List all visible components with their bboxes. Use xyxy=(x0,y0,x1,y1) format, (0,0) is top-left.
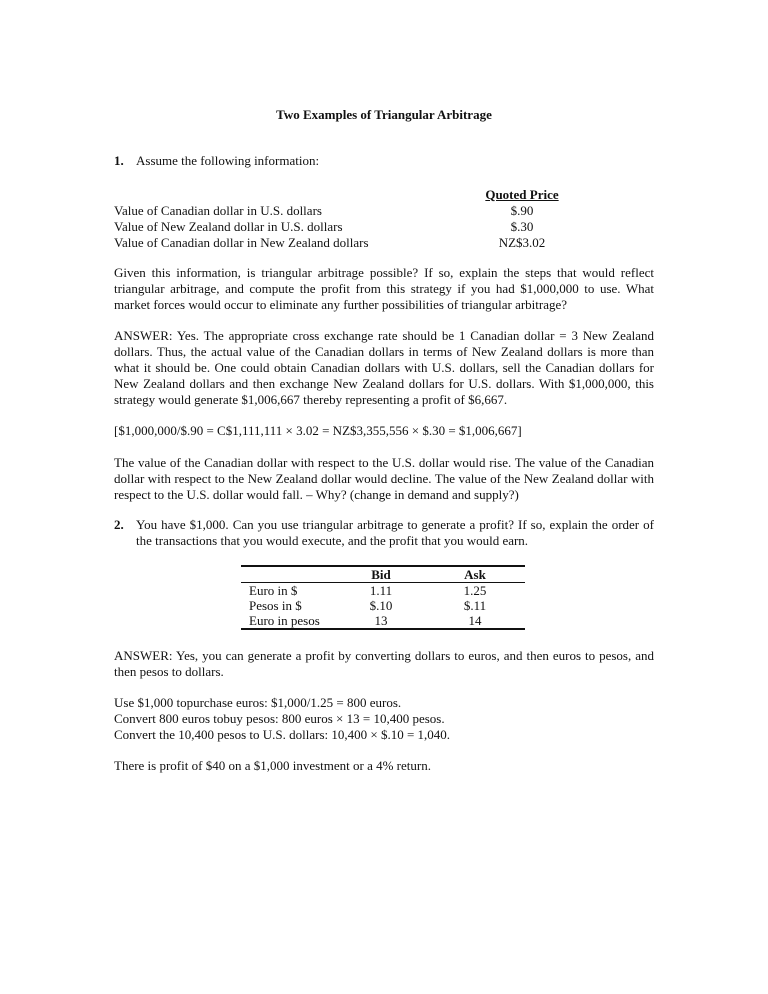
question-2-prompt: You have $1,000. Can you use triangular arbitrage to generate a profit? If so, explain the order of the transactions that you would execute, and the profit that you would earn. xyxy=(136,517,654,548)
rate-row-label: Value of Canadian dollar in New Zealand dollars xyxy=(114,235,369,250)
rate-row-label: Value of Canadian dollar in U.S. dollars xyxy=(114,203,322,218)
step-line: Use $1,000 topurchase euros: $1,000/1.25 = 800 euros. xyxy=(114,695,402,710)
question-2-answer: ANSWER: Yes, you can generate a profit by converting dollars to euros, and then euros to pesos, and then pesos to dollars. xyxy=(114,648,654,679)
rate-row-value: $.90 xyxy=(510,203,534,218)
question-1-text: Given this information, is triangular arbitrage possible? If so, explain the steps that would reflect triangular arbitrage, and compute the profit from this strategy if you had $1,000,000 to use. What market forces would occur to eliminate any further possibilities of triangular arbitrage? xyxy=(114,265,654,312)
table-header-cell: Bid xyxy=(337,566,425,583)
question-1-calculation: [$1,000,000/$.90 = C$1,111,111 × 3.02 = NZ$3,355,556 × $.30 = $1,006,667] xyxy=(114,423,522,438)
rate-row-label: Value of New Zealand dollar in U.S. dollars xyxy=(114,219,343,234)
quoted-price-header: Quoted Price xyxy=(485,187,559,202)
table-cell-bid: 1.11 xyxy=(369,583,393,598)
table-header-cell: Ask xyxy=(425,566,525,583)
question-1-answer: ANSWER: Yes. The appropriate cross exchange rate should be 1 Canadian dollar = 3 New Zealand dollars. Thus, the actual value of the Canadian dollars in terms of New Zealand dollars is more than what it should be. One could obtain Canadian dollars with U.S. dollars, sell the Canadian dollars for New Zealand dollars and then exchange New Zealand dollars for U.S. dollars. With $1,000,000, this strategy would generate $1,006,667 thereby representing a profit of $6,667. xyxy=(114,328,654,407)
table-cell-bid: $.10 xyxy=(369,598,393,613)
table-cell-label: Pesos in $ xyxy=(249,598,302,613)
table-cell-ask: 14 xyxy=(468,613,482,628)
table-cell-label: Euro in pesos xyxy=(249,613,320,628)
table-cell-ask: $.11 xyxy=(463,598,487,613)
step-line: Convert the 10,400 pesos to U.S. dollars: 10,400 × $.10 = 1,040. xyxy=(114,727,451,742)
question-2-number: 2. xyxy=(114,517,124,532)
bid-ask-table xyxy=(241,565,525,630)
question-1-prompt: Assume the following information: xyxy=(136,153,320,168)
document-title: Two Examples of Triangular Arbitrage xyxy=(276,107,492,122)
table-header-row xyxy=(241,566,525,583)
question-1-market-forces: The value of the Canadian dollar with respect to the U.S. dollar would rise. The value of the Canadian dollar with respect to the New Zealand dollar would decline. The value of the New Zealand dollar with respect to the U.S. dollar would fall. – Why? (change in demand and supply?) xyxy=(114,455,654,502)
table-row xyxy=(241,613,525,629)
table-row xyxy=(241,583,525,599)
question-1-number: 1. xyxy=(114,153,124,168)
table-cell-ask: 1.25 xyxy=(463,583,487,598)
question-2-conclusion: There is profit of $40 on a $1,000 investment or a 4% return. xyxy=(114,758,431,773)
table-cell-label: Euro in $ xyxy=(249,583,298,598)
table-header-cell xyxy=(241,566,337,583)
step-line: Convert 800 euros tobuy pesos: 800 euros × 13 = 10,400 pesos. xyxy=(114,711,445,726)
table-cell-bid: 13 xyxy=(374,613,388,628)
rate-row-value: $.30 xyxy=(510,219,534,234)
rate-row-value: NZ$3.02 xyxy=(498,235,546,250)
table-row xyxy=(241,598,525,613)
